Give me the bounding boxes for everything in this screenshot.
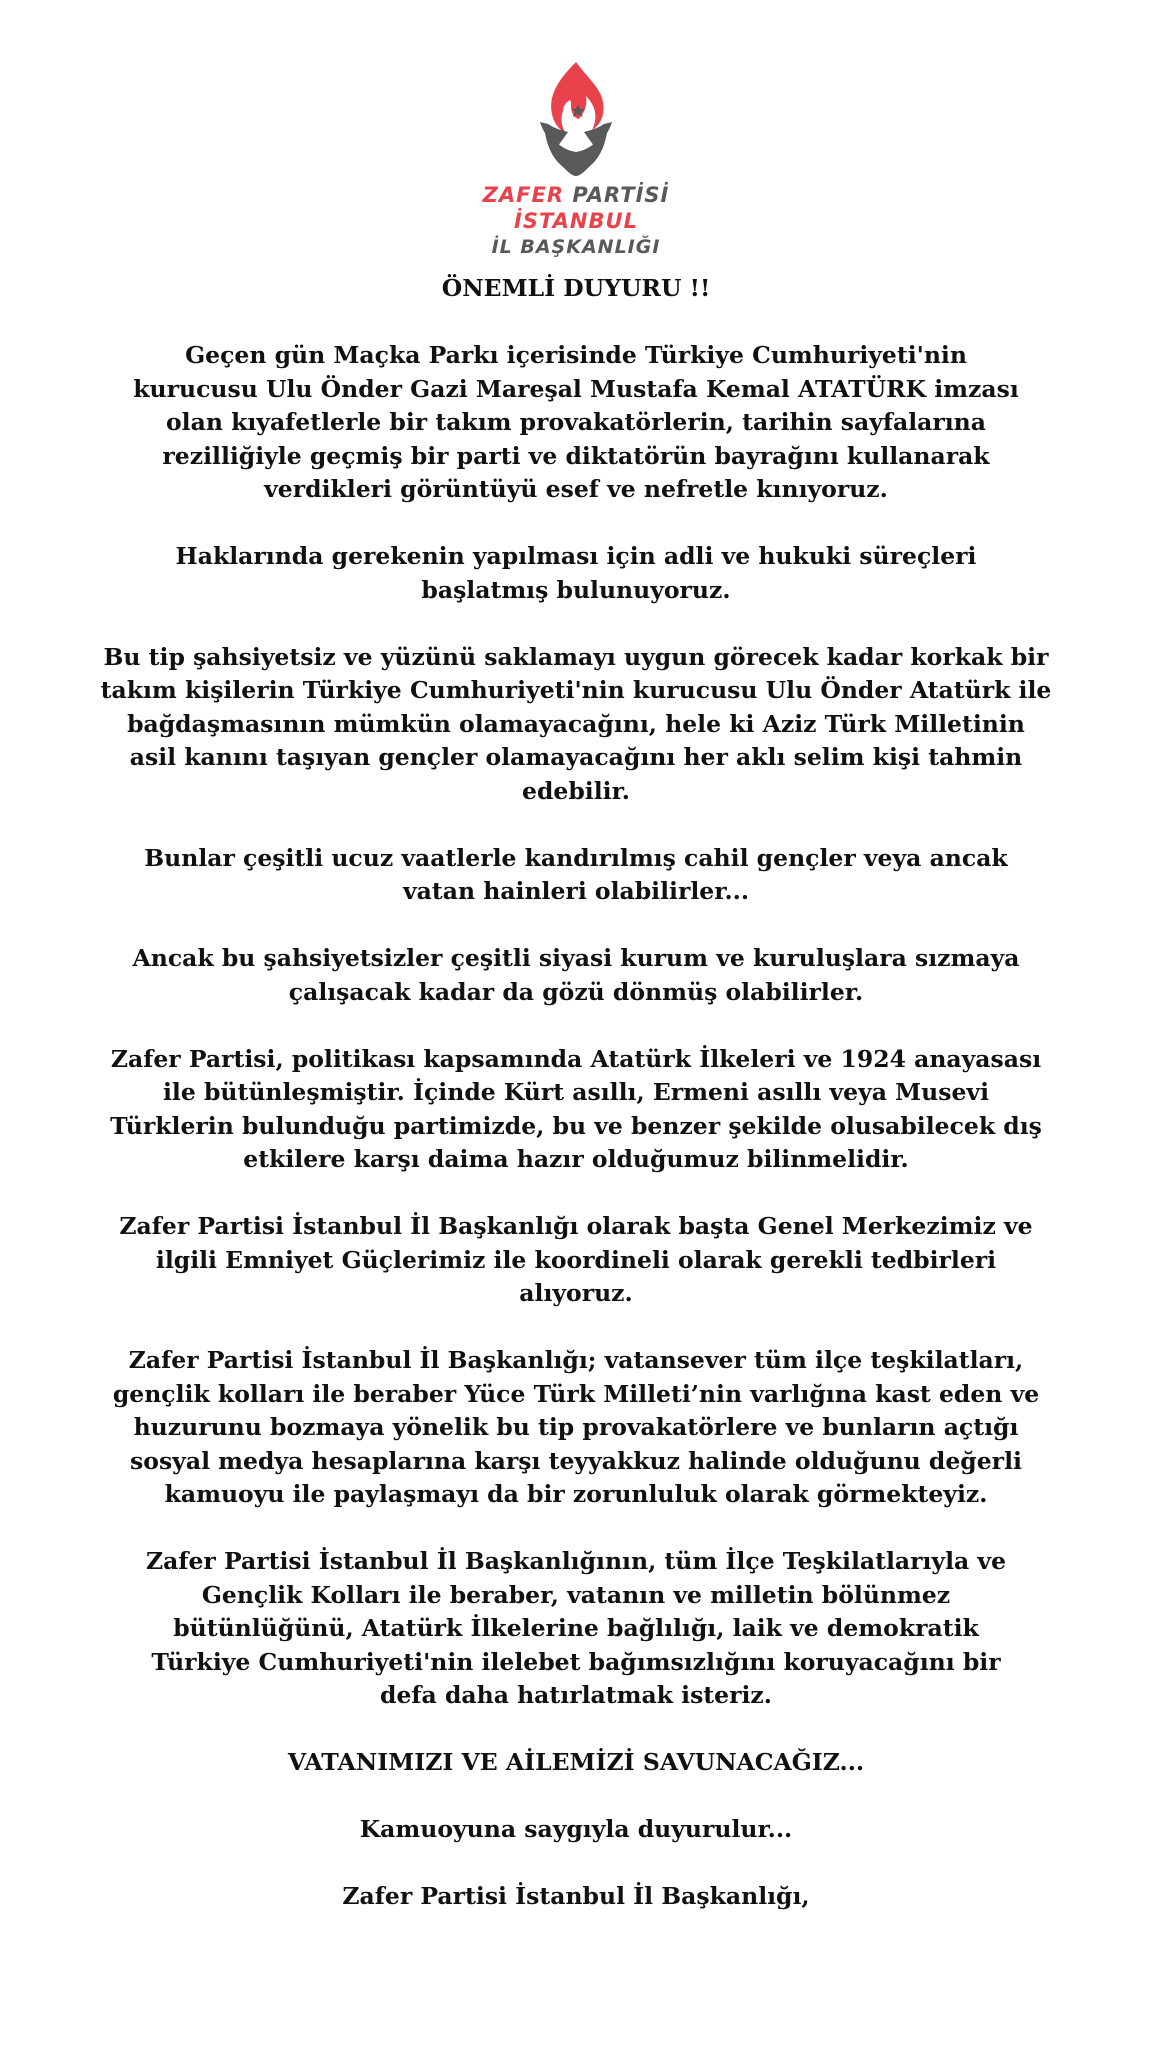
paragraph-3: Bu tip şahsiyetsiz ve yüzünü saklamayı uygun görecek kadar korkak bir takım kişilerin Türkiye Cumhuriyeti'nin kurucusu Ulu Önder Atatürk ile bağdaşmasının mümkün olamayacağını, hele ki Aziz Türk Milletinin asil kanını taşıyan gençler olamayacağını her aklı selim kişi tahmin edebilir. (100, 642, 1052, 805)
paragraph-6: Zafer Partisi, politikası kapsamında Atatürk İlkeleri ve 1924 anayasası ile bütünleşmiştir. İçinde Kürt asıllı, Ermeni asıllı veya Musevi Türklerin bulunduğu partimizde, bu ve benzer şekilde olusabilecek dış etkilere karşı daima hazır olduğumuz bilinmelidir. (110, 1044, 1042, 1173)
announcement-heading: ÖNEMLİ DUYURU !! (441, 274, 711, 302)
torch-flame-icon (530, 60, 622, 178)
logo-text-istanbul: İSTANBUL (514, 209, 638, 233)
logo-text-partisi: PARTİSİ (572, 183, 670, 207)
paragraph-9: Zafer Partisi İstanbul İl Başkanlığının, tüm İlçe Teşkilatlarıyla ve Gençlik Kolları ile beraber, vatanın ve milletin bölünmez bütünlüğünü, Atatürk İlkelerine bağlılığı, laik ve demokratik Türkiye Cumhuriyeti'nin ilelebet bağımsızlığını koruyacağını bir defa daha hatırlatmak isteriz. (145, 1547, 1007, 1709)
paragraph-7: Zafer Partisi İstanbul İl Başkanlığı olarak başta Genel Merkezimiz ve ilgili Emniyet Güçlerimiz ile koordineli olarak gerekli tedbirleri alıyoruz. (119, 1212, 1033, 1307)
paragraph-2: Haklarında gerekenin yapılması için adli ve hukuki süreçleri başlatmış bulunuyoruz. (175, 542, 977, 604)
paragraph-1: Geçen gün Maçka Parkı içerisinde Türkiye Cumhuriyeti'nin kurucusu Ulu Önder Gazi Mareşal Mustafa Kemal ATATÜRK imzası olan kıyafetlerle bir takım provakatörlerin, tarihin sayfalarına rezilliğiyle geçmiş bir parti ve diktatörün bayrağını kullanarak verdikleri görüntüyü esef ve nefretle kınıyoruz. (133, 341, 1019, 503)
logo-text-zafer: ZAFER (482, 183, 564, 207)
paragraph-4: Bunlar çeşitli ucuz vaatlerle kandırılmış cahil gençler veya ancak vatan hainleri olabilirler... (144, 843, 1008, 905)
logo-text-il-baskanligi: İL BAŞKANLIĞI (491, 236, 661, 258)
announcement-body (100, 272, 1052, 1947)
announcement-closing: Kamuoyuna saygıyla duyurulur... (359, 1815, 793, 1843)
paragraph-8: Zafer Partisi İstanbul İl Başkanlığı; vatansever tüm ilçe teşkilatları, gençlik kolları ile beraber Yüce Türk Milleti’nin varlığına kast eden ve huzurunu bozmaya yönelik bu tip provakatörlere ve bunların açtığı sosyal medya hesaplarına karşı teyyakkuz halinde olduğunu değerli kamuoyu ile paylaşmayı da bir zorunluluk olarak görmekteyiz. (112, 1346, 1040, 1508)
announcement-slogan: VATANIMIZI VE AİLEMİZİ SAVUNACAĞIZ... (287, 1748, 865, 1776)
announcement-signature: Zafer Partisi İstanbul İl Başkanlığı, (342, 1882, 810, 1910)
party-logo (0, 60, 1152, 260)
paragraph-5: Ancak bu şahsiyetsizler çeşitli siyasi kurum ve kuruluşlara sızmaya çalışacak kadar da gözü dönmüş olabilirler. (132, 944, 1020, 1006)
